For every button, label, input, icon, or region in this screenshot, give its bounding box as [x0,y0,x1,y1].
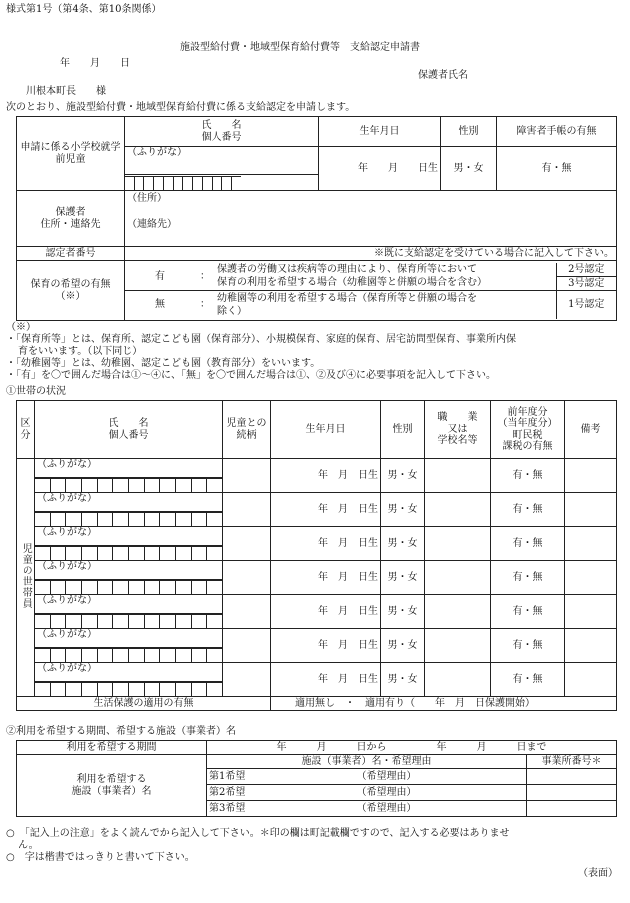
application-table [16,116,617,321]
member-number-grid[interactable] [35,546,223,561]
col-birth: 生年月日 [271,401,381,459]
date-line: 年 月 日 [60,58,130,69]
member-sex-field[interactable]: 男・女 [381,459,425,493]
col-job: 職 業 又は 学校名等 [425,401,491,459]
member-birth-field[interactable]: 年 月 日生 [271,595,381,629]
form-title: 施設型給付費・地域型保育給付費等 支給認定申請書 [180,42,420,53]
hope-options [125,261,617,321]
form-number: 様式第1号（第4条、第10条関係） [6,4,162,15]
choice-3-field[interactable]: （希望理由） [267,801,527,817]
member-tax-field[interactable]: 有・無 [491,663,565,697]
choice-1-office[interactable] [527,769,617,785]
choice-3-office[interactable] [527,801,617,817]
member-remarks-field[interactable] [565,629,617,663]
member-number-grid[interactable] [35,478,223,493]
footer-notes: ○ 「記入上の注意」をよく読んでから記入して下さい。＊印の欄は町記載欄ですので、記入する必要はありませ ん。 ○ 字は楷書ではっきりと書いて下さい。 [6,828,510,863]
period-field[interactable]: 年 月 日から 年 月 日まで [207,741,617,755]
choice-2-field[interactable]: （希望理由） [267,785,527,801]
member-job-field[interactable] [425,595,491,629]
child-disability-field[interactable]: 有・無 [497,147,617,191]
col-sex: 性別 [381,401,425,459]
child-birth-field[interactable]: 年 月 日生 [319,147,441,191]
member-tax-field[interactable]: 有・無 [491,493,565,527]
page-side: （表面） [578,868,618,879]
household-side-label: 児童の世帯員 [17,459,35,697]
member-job-field[interactable] [425,493,491,527]
col-remarks: 備考 [565,401,617,459]
member-number-grid[interactable] [35,614,223,629]
member-sex-field[interactable]: 男・女 [381,527,425,561]
member-number-grid[interactable] [35,512,223,527]
member-birth-field[interactable]: 年 月 日生 [271,527,381,561]
col-relation: 児童との続柄 [223,401,271,459]
hope-options-table [125,263,616,319]
facility-section-title: ②利用を希望する期間、希望する施設（事業者）名 [6,726,236,737]
member-birth-field[interactable]: 年 月 日生 [271,493,381,527]
hope-colon: ： [195,263,215,291]
member-number-grid[interactable] [35,682,223,697]
hope-yes-text: 保護者の労働又は疾病等の理由により、保育所等において 保育の利用を希望する場合（幼稚園等と併願の場合を含む） [215,263,556,291]
member-number-grid[interactable] [35,648,223,663]
member-job-field[interactable] [425,459,491,493]
member-remarks-field[interactable] [565,663,617,697]
member-birth-field[interactable]: 年 月 日生 [271,561,381,595]
member-sex-field[interactable]: 男・女 [381,595,425,629]
member-tax-field[interactable]: 有・無 [491,595,565,629]
member-tax-field[interactable]: 有・無 [491,629,565,663]
child-name-header: 氏 名 個人番号 [125,117,319,147]
addressee: 川根本町長 様 [26,86,106,97]
member-relation-field[interactable] [223,663,271,697]
hope-yes[interactable]: 有 [125,263,195,291]
member-sex-field[interactable]: 男・女 [381,663,425,697]
child-birth-header: 生年月日 [319,117,441,147]
col-facility: 施設（事業者）名・希望理由 [207,755,527,769]
member-furigana-field[interactable]: （ふりがな） [35,595,223,614]
member-tax-field[interactable]: 有・無 [491,527,565,561]
choice-1-field[interactable]: （希望理由） [267,769,527,785]
member-relation-field[interactable] [223,459,271,493]
member-furigana-field[interactable]: （ふりがな） [35,527,223,546]
welfare-field[interactable]: 適用無し ・ 適用有り（ 年 月 日保護開始） [271,697,617,711]
member-furigana-field[interactable]: （ふりがな） [35,629,223,648]
choice-3-label: 第3希望 [207,801,267,817]
cert-number-label: 認定者番号 [17,247,125,261]
welfare-label: 生活保護の適用の有無 [17,697,271,711]
hope-no[interactable]: 無 [155,299,165,310]
intro-text: 次のとおり、施設型給付費・地域型保育給付費に係る支給認定を申請します。 [6,102,356,113]
guardian-label: 保護者 住所・連絡先 [17,191,125,247]
child-label: 申請に係る小学校就学前児童 [17,117,125,191]
member-tax-field[interactable]: 有・無 [491,561,565,595]
col-tax: 前年度分 （当年度分） 町民税 課税の有無 [491,401,565,459]
notes: （※） ・「保育所等」とは、保育所、認定こども園（保育部分）、小規模保育、家庭的保育、居宅訪問型保育、事業所内保 育をいいます。（以下同じ） ・「幼稚園等」とは、幼稚園、認定こども園（教育部分）をいいます。 ・「有」を〇で囲んだ場合は①～④に、「無」を〇で囲んだ場合は①、②及び④に必要事項を記入して下さい。 [6,322,516,381]
col-name: 氏 名 個人番号 [35,401,223,459]
cert-type-3[interactable]: 3号認定 [556,277,616,291]
choice-2-label: 第2希望 [207,785,267,801]
col-kubun: 区分 [17,401,35,459]
member-sex-field[interactable]: 男・女 [381,629,425,663]
cert-number-field[interactable]: ※既に支給認定を受けている場合に記入して下さい。 [125,247,617,261]
member-furigana-field[interactable]: （ふりがな） [35,663,223,682]
member-furigana-field[interactable]: （ふりがな） [35,493,223,512]
choice-2-office[interactable] [527,785,617,801]
member-relation-field[interactable] [223,527,271,561]
cert-type-2[interactable]: 2号認定 [556,263,616,277]
period-label: 利用を希望する期間 [17,741,207,755]
facility-label: 利用を希望する 施設（事業者）名 [17,755,207,817]
member-job-field[interactable] [425,663,491,697]
member-sex-field[interactable]: 男・女 [381,561,425,595]
member-number-grid[interactable] [35,580,223,595]
member-tax-field[interactable]: 有・無 [491,459,565,493]
child-sex-header: 性別 [441,117,497,147]
hope-no-text: 幼稚園等の利用を希望する場合（保育所等と併願の場合を 除く） [215,291,556,319]
member-sex-field[interactable]: 男・女 [381,493,425,527]
child-number-grid[interactable] [125,175,319,191]
household-table [16,400,617,711]
member-furigana-field[interactable]: （ふりがな） [35,459,223,478]
hope-no-colon: ： [200,299,210,310]
member-remarks-field[interactable] [565,527,617,561]
member-job-field[interactable] [425,561,491,595]
applicant-name-label: 保護者氏名 [418,70,468,81]
member-remarks-field[interactable] [565,459,617,493]
member-relation-field[interactable] [223,493,271,527]
member-relation-field[interactable] [223,595,271,629]
member-relation-field[interactable] [223,629,271,663]
member-birth-field[interactable]: 年 月 日生 [271,663,381,697]
member-job-field[interactable] [425,629,491,663]
member-relation-field[interactable] [223,561,271,595]
member-furigana-field[interactable]: （ふりがな） [35,561,223,580]
child-furigana-field[interactable]: （ふりがな） [125,147,319,175]
col-office-number: 事業所番号＊ [527,755,617,769]
member-birth-field[interactable]: 年 月 日生 [271,629,381,663]
guardian-address-field[interactable]: （住所） （連絡先） [125,191,617,247]
hope-label: 保育の希望の有無（※） [17,261,125,321]
cert-type-1[interactable]: 1号認定 [568,299,605,310]
child-sex-field[interactable]: 男・女 [441,147,497,191]
member-remarks-field[interactable] [565,595,617,629]
facility-table [16,740,617,817]
member-job-field[interactable] [425,527,491,561]
household-section-title: ①世帯の状況 [6,386,66,397]
member-birth-field[interactable]: 年 月 日生 [271,459,381,493]
member-remarks-field[interactable] [565,493,617,527]
member-remarks-field[interactable] [565,561,617,595]
child-disability-header: 障害者手帳の有無 [497,117,617,147]
choice-1-label: 第1希望 [207,769,267,785]
